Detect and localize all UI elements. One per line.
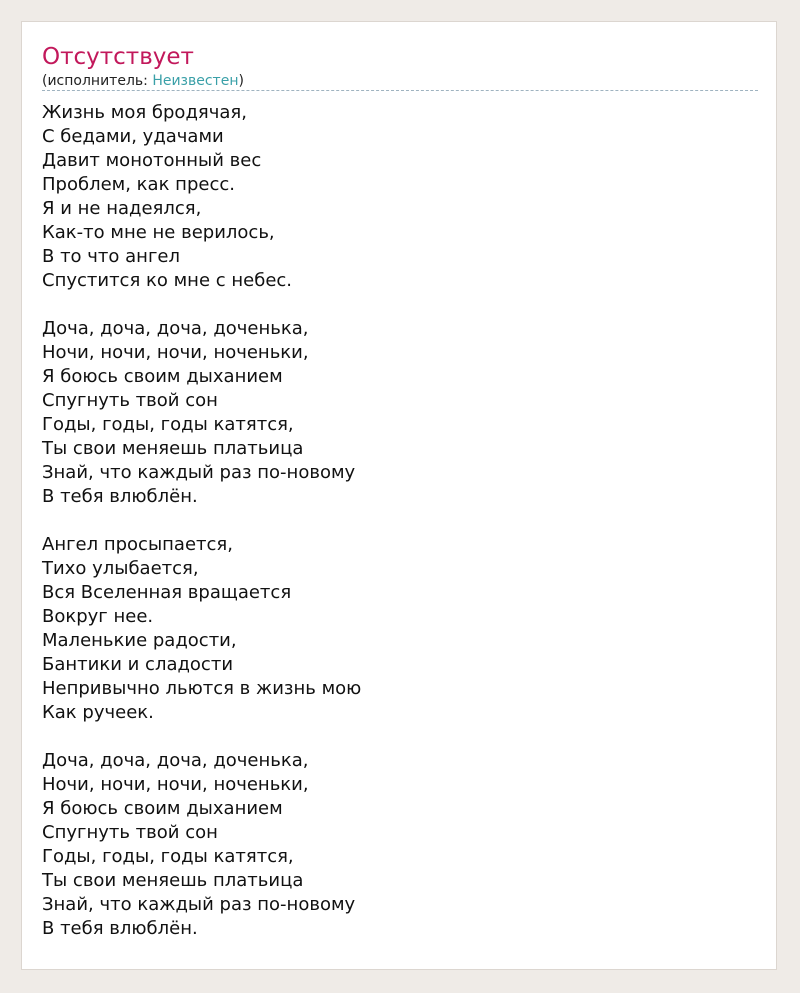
- title-divider: [42, 90, 758, 91]
- performer-prefix: (исполнитель:: [42, 73, 153, 89]
- lyric-line: Непривычно льются в жизнь мою: [42, 678, 362, 699]
- stanza-1: [42, 101, 758, 293]
- lyric-line: Спугнуть твой сон: [42, 390, 218, 411]
- lyric-line: Как ручеек.: [42, 702, 154, 723]
- lyric-line: В тебя влюблён.: [42, 918, 198, 939]
- lyric-line: Годы, годы, годы катятся,: [42, 846, 294, 867]
- lyric-line: Жизнь моя бродячая,: [42, 102, 247, 123]
- lyric-line: Ночи, ночи, ночи, ноченьки,: [42, 342, 309, 363]
- lyric-line: Доча, доча, доча, доченька,: [42, 318, 309, 339]
- lyric-line: Бантики и сладости: [42, 654, 234, 675]
- lyric-line: Тихо улыбается,: [42, 558, 199, 579]
- lyric-line: Спугнуть твой сон: [42, 822, 218, 843]
- lyric-line: Ночи, ночи, ночи, ноченьки,: [42, 774, 309, 795]
- lyric-line: Я и не надеялся,: [42, 198, 202, 219]
- lyric-line: Вокруг нее.: [42, 606, 154, 627]
- stanza-3: [42, 533, 758, 725]
- lyric-line: Как-то мне не верилось,: [42, 222, 275, 243]
- lyric-line: Проблем, как пресс.: [42, 174, 235, 195]
- lyric-line: Вся Вселенная вращается: [42, 582, 292, 603]
- lyric-line: В то что ангел: [42, 246, 180, 267]
- lyrics-card: [21, 21, 777, 970]
- performer-link[interactable]: Неизвестен: [152, 73, 239, 89]
- lyric-line: Годы, годы, годы катятся,: [42, 414, 294, 435]
- lyric-line: Ангел просыпается,: [42, 534, 233, 555]
- lyric-line: Доча, доча, доча, доченька,: [42, 750, 309, 771]
- lyric-line: Я боюсь своим дыханием: [42, 798, 283, 819]
- lyric-line: Я боюсь своим дыханием: [42, 366, 283, 387]
- lyric-line: Спустится ко мне с небес.: [42, 270, 293, 291]
- lyric-line: Давит монотонный вес: [42, 150, 262, 171]
- stanza-2: [42, 317, 758, 509]
- lyrics-text: [42, 101, 758, 965]
- performer-suffix: ): [238, 73, 244, 89]
- stanza-4: [42, 749, 758, 941]
- lyric-line: В тебя влюблён.: [42, 486, 198, 507]
- lyric-line: Маленькие радости,: [42, 630, 237, 651]
- lyric-line: Знай, что каждый раз по-новому: [42, 894, 356, 915]
- lyric-line: Ты свои меняешь платьица: [42, 870, 304, 891]
- song-title: Отсутствует: [42, 44, 194, 70]
- lyric-line: Знай, что каждый раз по-новому: [42, 462, 356, 483]
- lyric-line: Ты свои меняешь платьица: [42, 438, 304, 459]
- performer-line: [42, 71, 244, 91]
- lyric-line: С бедами, удачами: [42, 126, 224, 147]
